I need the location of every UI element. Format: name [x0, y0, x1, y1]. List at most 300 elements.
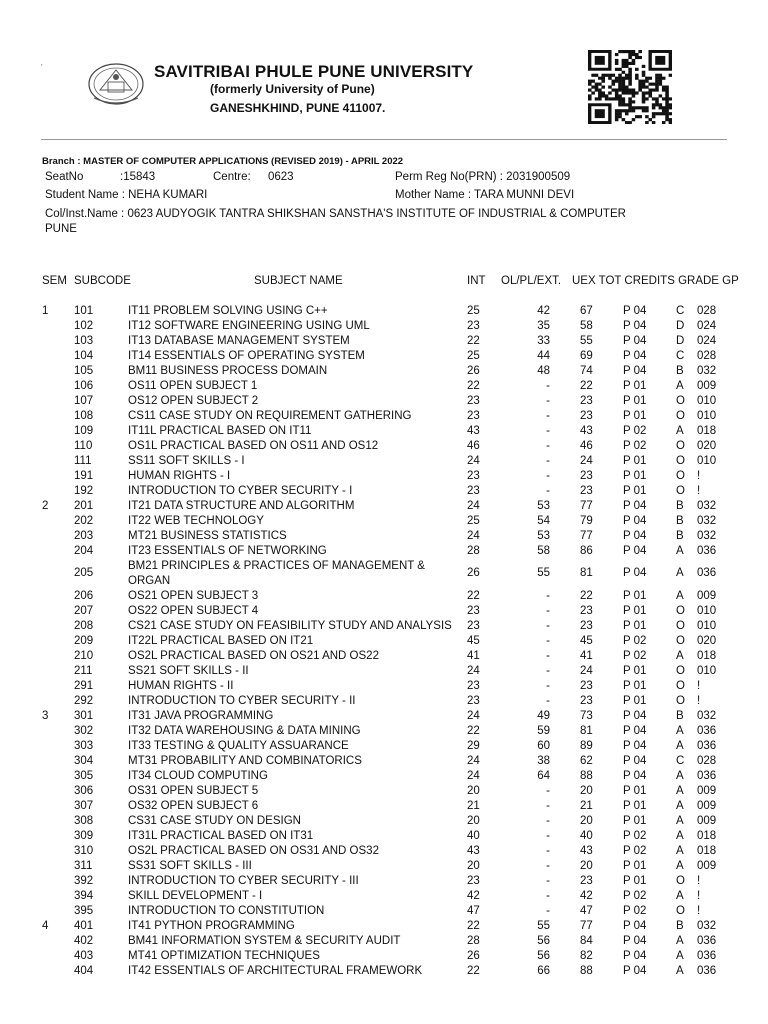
- total-marks-cell: 46: [580, 440, 593, 452]
- external-marks-cell: 64: [537, 770, 550, 782]
- seat-number-label: SeatNo: [45, 171, 84, 183]
- credits-cell: P 01: [623, 485, 647, 497]
- external-marks-cell: -: [546, 695, 550, 707]
- total-marks-cell: 58: [580, 320, 593, 332]
- credits-cell: P 02: [623, 905, 647, 917]
- table-row: [0, 649, 768, 664]
- university-former-name: (formerly University of Pune): [210, 82, 375, 96]
- grade-cell: B: [676, 920, 684, 932]
- external-marks-cell: -: [546, 470, 550, 482]
- credits-cell: P 04: [623, 545, 647, 557]
- subject-code-cell: 210: [74, 650, 94, 662]
- subject-name-cell: INTRODUCTION TO CONSTITUTION: [128, 905, 325, 917]
- grade-cell: D: [676, 320, 685, 332]
- internal-marks-cell: 22: [467, 920, 480, 932]
- external-marks-cell: 54: [537, 515, 550, 527]
- grade-points-cell: 009: [697, 815, 717, 827]
- internal-marks-cell: 45: [467, 635, 480, 647]
- grade-points-cell: 032: [697, 530, 717, 542]
- internal-marks-cell: 23: [467, 605, 480, 617]
- grade-points-cell: !: [697, 695, 701, 707]
- subject-code-cell: 211: [74, 665, 93, 677]
- external-marks-cell: -: [546, 830, 550, 842]
- subject-code-cell: 208: [74, 620, 94, 632]
- centre-label: Centre:: [213, 171, 251, 183]
- external-marks-cell: 49: [537, 710, 550, 722]
- subject-code-cell: 392: [74, 875, 94, 887]
- subject-code-cell: 110: [74, 440, 93, 452]
- credits-cell: P 01: [623, 470, 647, 482]
- credits-cell: P 02: [623, 440, 647, 452]
- table-row: [0, 694, 768, 709]
- grade-points-cell: 009: [697, 785, 717, 797]
- total-marks-cell: 69: [580, 350, 593, 362]
- grade-points-cell: 010: [697, 395, 717, 407]
- external-marks-cell: -: [546, 485, 550, 497]
- grade-cell: B: [676, 515, 684, 527]
- external-marks-cell: -: [546, 380, 550, 392]
- subject-name-cell: IT21 DATA STRUCTURE AND ALGORITHM: [128, 500, 355, 512]
- internal-marks-cell: 25: [467, 350, 480, 362]
- external-marks-cell: -: [546, 425, 550, 437]
- internal-marks-cell: 22: [467, 965, 480, 977]
- grade-points-cell: 036: [697, 935, 717, 947]
- grade-cell: D: [676, 335, 685, 347]
- subject-code-cell: 105: [74, 365, 94, 377]
- total-marks-cell: 23: [580, 695, 593, 707]
- subject-name-cell: MT21 BUSINESS STATISTICS: [128, 530, 287, 542]
- subject-name-cell: IT14 ESSENTIALS OF OPERATING SYSTEM: [128, 350, 365, 362]
- subject-name-cell: HUMAN RIGHTS - II: [128, 680, 234, 692]
- subject-code-cell: 206: [74, 590, 94, 602]
- internal-marks-cell: 23: [467, 410, 480, 422]
- grade-cell: B: [676, 710, 684, 722]
- grade-cell: O: [676, 635, 685, 647]
- table-row: [0, 394, 768, 409]
- header-subcode: SUBCODE: [74, 275, 131, 287]
- grade-points-cell: !: [697, 470, 701, 482]
- external-marks-cell: -: [546, 860, 550, 872]
- total-marks-cell: 43: [580, 845, 593, 857]
- subject-name-cell: INTRODUCTION TO CYBER SECURITY - III: [128, 875, 359, 887]
- grade-points-cell: !: [697, 890, 701, 902]
- internal-marks-cell: 23: [467, 470, 480, 482]
- subject-name-cell: IT11 PROBLEM SOLVING USING C++: [128, 305, 328, 317]
- grade-points-cell: 032: [697, 710, 717, 722]
- grade-cell: A: [676, 800, 684, 812]
- grade-cell: A: [676, 860, 684, 872]
- credits-cell: P 01: [623, 620, 647, 632]
- subject-name-cell: MT31 PROBABILITY AND COMBINATORICS: [128, 755, 362, 767]
- total-marks-cell: 24: [580, 455, 593, 467]
- internal-marks-cell: 26: [467, 365, 480, 377]
- grade-points-cell: 009: [697, 590, 717, 602]
- university-address: GANESHKHIND, PUNE 411007.: [210, 101, 386, 115]
- external-marks-cell: -: [546, 395, 550, 407]
- subject-name-cell: IT31 JAVA PROGRAMMING: [128, 710, 274, 722]
- subject-code-cell: 207: [74, 605, 94, 617]
- total-marks-cell: 22: [580, 380, 593, 392]
- credits-cell: P 04: [623, 500, 647, 512]
- external-marks-cell: 33: [537, 335, 550, 347]
- subject-code-cell: 101: [74, 305, 94, 317]
- total-marks-cell: 20: [580, 785, 593, 797]
- internal-marks-cell: 24: [467, 530, 480, 542]
- subject-name-cell: CS21 CASE STUDY ON FEASIBILITY STUDY AND ANALYSIS: [128, 620, 452, 632]
- subject-code-cell: 107: [74, 395, 94, 407]
- subject-code-cell: 108: [74, 410, 94, 422]
- subject-name-cell: BM11 BUSINESS PROCESS DOMAIN: [128, 365, 328, 377]
- credits-cell: P 04: [623, 740, 647, 752]
- table-row: [0, 784, 768, 799]
- credits-cell: P 01: [623, 785, 647, 797]
- subject-name-cell: IT32 DATA WAREHOUSING & DATA MINING: [128, 725, 361, 737]
- grade-points-cell: 036: [697, 770, 717, 782]
- subject-code-cell: 203: [74, 530, 94, 542]
- college-name: Col/Inst.Name : 0623 AUDYOGIK TANTRA SHIKSHAN SANSTHA'S INSTITUTE OF INDUSTRIAL & COMPUTER PUNE: [45, 208, 626, 235]
- external-marks-cell: -: [546, 845, 550, 857]
- external-marks-cell: -: [546, 620, 550, 632]
- internal-marks-cell: 29: [467, 740, 480, 752]
- table-row: [0, 919, 768, 934]
- table-row: [0, 754, 768, 769]
- external-marks-cell: -: [546, 440, 550, 452]
- grade-cell: B: [676, 365, 684, 377]
- credits-cell: P 01: [623, 680, 647, 692]
- credits-cell: P 01: [623, 860, 647, 872]
- credits-cell: P 04: [623, 920, 647, 932]
- subject-code-cell: 309: [74, 830, 94, 842]
- grade-points-cell: 020: [697, 635, 717, 647]
- header-int: INT: [467, 275, 486, 287]
- total-marks-cell: 47: [580, 905, 593, 917]
- table-row: [0, 604, 768, 619]
- credits-cell: P 01: [623, 410, 647, 422]
- external-marks-cell: -: [546, 815, 550, 827]
- subject-name-cell: IT11L PRACTICAL BASED ON IT11: [128, 425, 312, 437]
- grade-cell: A: [676, 590, 684, 602]
- table-row: [0, 634, 768, 649]
- grade-cell: A: [676, 545, 684, 557]
- internal-marks-cell: 22: [467, 725, 480, 737]
- grade-points-cell: 036: [697, 950, 717, 962]
- grade-cell: C: [676, 755, 685, 767]
- grade-cell: O: [676, 455, 685, 467]
- university-emblem-icon: [86, 60, 146, 108]
- subject-name-cell: SS11 SOFT SKILLS - I: [128, 455, 245, 467]
- table-row: [0, 844, 768, 859]
- grade-cell: A: [676, 950, 684, 962]
- credits-cell: P 01: [623, 590, 647, 602]
- results-table: [0, 304, 768, 979]
- subject-code-cell: 111: [74, 455, 92, 467]
- internal-marks-cell: 41: [467, 650, 480, 662]
- external-marks-cell: 53: [537, 530, 550, 542]
- credits-cell: P 04: [623, 335, 647, 347]
- total-marks-cell: 55: [580, 335, 593, 347]
- table-row: [0, 964, 768, 979]
- header-uex-tot-credits-grade-gp: UEX TOT CREDITS GRADE GP: [572, 275, 739, 287]
- subject-name-cell: IT22L PRACTICAL BASED ON IT21: [128, 635, 314, 647]
- total-marks-cell: 67: [580, 305, 593, 317]
- grade-cell: O: [676, 875, 685, 887]
- subject-name-cell: IT33 TESTING & QUALITY ASSUARANCE: [128, 740, 349, 752]
- total-marks-cell: 74: [580, 365, 593, 377]
- total-marks-cell: 89: [580, 740, 593, 752]
- grade-points-cell: 020: [697, 440, 717, 452]
- subject-code-cell: 310: [74, 845, 94, 857]
- subject-code-cell: 209: [74, 635, 94, 647]
- subject-name-cell: IT41 PYTHON PROGRAMMING: [128, 920, 295, 932]
- table-row: [0, 454, 768, 469]
- internal-marks-cell: 40: [467, 830, 480, 842]
- grade-points-cell: 024: [697, 320, 717, 332]
- subject-name-cell: INTRODUCTION TO CYBER SECURITY - II: [128, 695, 356, 707]
- internal-marks-cell: 24: [467, 710, 480, 722]
- grade-points-cell: 010: [697, 620, 717, 632]
- internal-marks-cell: 46: [467, 440, 480, 452]
- credits-cell: P 02: [623, 845, 647, 857]
- header-ext: OL/PL/EXT.: [501, 275, 562, 287]
- grade-cell: O: [676, 680, 685, 692]
- external-marks-cell: -: [546, 800, 550, 812]
- total-marks-cell: 82: [580, 950, 593, 962]
- external-marks-cell: 55: [537, 567, 550, 579]
- subject-code-cell: 103: [74, 335, 94, 347]
- external-marks-cell: 58: [537, 545, 550, 557]
- total-marks-cell: 88: [580, 770, 593, 782]
- grade-points-cell: 010: [697, 605, 717, 617]
- centre-value: 0623: [268, 171, 294, 183]
- external-marks-cell: -: [546, 635, 550, 647]
- header-divider: [41, 139, 727, 140]
- grade-points-cell: !: [697, 680, 701, 692]
- internal-marks-cell: 22: [467, 380, 480, 392]
- external-marks-cell: -: [546, 905, 550, 917]
- credits-cell: P 01: [623, 605, 647, 617]
- external-marks-cell: 53: [537, 500, 550, 512]
- subject-name-cell: OS2L PRACTICAL BASED ON OS31 AND OS32: [128, 845, 379, 857]
- total-marks-cell: 77: [580, 500, 593, 512]
- total-marks-cell: 45: [580, 635, 593, 647]
- subject-name-cell: SS31 SOFT SKILLS - III: [128, 860, 252, 872]
- subject-code-cell: 403: [74, 950, 94, 962]
- credits-cell: P 04: [623, 350, 647, 362]
- credits-cell: P 04: [623, 365, 647, 377]
- subject-code-cell: 204: [74, 545, 94, 557]
- grade-cell: A: [676, 567, 684, 579]
- subject-name-cell: INTRODUCTION TO CYBER SECURITY - I: [128, 485, 353, 497]
- credits-cell: P 04: [623, 965, 647, 977]
- internal-marks-cell: 26: [467, 567, 480, 579]
- grade-cell: O: [676, 485, 685, 497]
- credits-cell: P 02: [623, 635, 647, 647]
- grade-points-cell: 010: [697, 410, 717, 422]
- external-marks-cell: -: [546, 605, 550, 617]
- table-row: [0, 859, 768, 874]
- table-row: [0, 544, 768, 559]
- internal-marks-cell: 20: [467, 860, 480, 872]
- credits-cell: P 01: [623, 815, 647, 827]
- total-marks-cell: 40: [580, 830, 593, 842]
- grade-points-cell: 028: [697, 350, 717, 362]
- internal-marks-cell: 23: [467, 680, 480, 692]
- scan-mark: ': [41, 63, 43, 72]
- table-row: [0, 829, 768, 844]
- credits-cell: P 04: [623, 710, 647, 722]
- internal-marks-cell: 21: [467, 800, 480, 812]
- credits-cell: P 01: [623, 395, 647, 407]
- grade-cell: A: [676, 725, 684, 737]
- grade-cell: A: [676, 815, 684, 827]
- grade-points-cell: 032: [697, 365, 717, 377]
- subject-name-cell: BM21 PRINCIPLES & PRACTICES OF MANAGEMENT & ORGAN: [128, 560, 425, 587]
- grade-points-cell: 032: [697, 500, 717, 512]
- table-row: [0, 664, 768, 679]
- subject-code-cell: 311: [74, 860, 93, 872]
- subject-code-cell: 205: [74, 567, 94, 579]
- total-marks-cell: 22: [580, 590, 593, 602]
- total-marks-cell: 23: [580, 605, 593, 617]
- grade-cell: O: [676, 620, 685, 632]
- subject-code-cell: 109: [74, 425, 94, 437]
- internal-marks-cell: 22: [467, 335, 480, 347]
- external-marks-cell: 38: [537, 755, 550, 767]
- credits-cell: P 02: [623, 830, 647, 842]
- grade-points-cell: 009: [697, 800, 717, 812]
- grade-points-cell: 009: [697, 860, 717, 872]
- internal-marks-cell: 23: [467, 620, 480, 632]
- table-row: [0, 799, 768, 814]
- grade-points-cell: 018: [697, 650, 717, 662]
- external-marks-cell: -: [546, 875, 550, 887]
- total-marks-cell: 43: [580, 425, 593, 437]
- table-row: [0, 889, 768, 904]
- total-marks-cell: 81: [580, 725, 593, 737]
- subject-name-cell: CS31 CASE STUDY ON DESIGN: [128, 815, 301, 827]
- internal-marks-cell: 24: [467, 755, 480, 767]
- subject-name-cell: SS21 SOFT SKILLS - II: [128, 665, 249, 677]
- table-row: [0, 334, 768, 349]
- credits-cell: P 04: [623, 950, 647, 962]
- subject-code-cell: 301: [74, 710, 94, 722]
- subject-code-cell: 303: [74, 740, 94, 752]
- subject-code-cell: 106: [74, 380, 94, 392]
- external-marks-cell: -: [546, 410, 550, 422]
- total-marks-cell: 23: [580, 395, 593, 407]
- total-marks-cell: 62: [580, 755, 593, 767]
- credits-cell: P 04: [623, 755, 647, 767]
- total-marks-cell: 41: [580, 650, 593, 662]
- internal-marks-cell: 23: [467, 875, 480, 887]
- total-marks-cell: 79: [580, 515, 593, 527]
- subject-name-cell: BM41 INFORMATION SYSTEM & SECURITY AUDIT: [128, 935, 401, 947]
- mother-name: Mother Name : TARA MUNNI DEVI: [395, 189, 575, 201]
- external-marks-cell: 35: [537, 320, 550, 332]
- external-marks-cell: -: [546, 590, 550, 602]
- qr-code-icon: [588, 50, 672, 124]
- table-row: [0, 739, 768, 754]
- grade-cell: A: [676, 845, 684, 857]
- internal-marks-cell: 20: [467, 815, 480, 827]
- subject-name-cell: IT12 SOFTWARE ENGINEERING USING UML: [128, 320, 370, 332]
- grade-cell: C: [676, 305, 685, 317]
- grade-points-cell: 010: [697, 455, 717, 467]
- table-row: [0, 514, 768, 529]
- table-row: [0, 589, 768, 604]
- grade-cell: A: [676, 425, 684, 437]
- credits-cell: P 02: [623, 650, 647, 662]
- internal-marks-cell: 28: [467, 545, 480, 557]
- table-row: [0, 379, 768, 394]
- table-row: [0, 469, 768, 484]
- external-marks-cell: -: [546, 455, 550, 467]
- grade-points-cell: 032: [697, 515, 717, 527]
- internal-marks-cell: 28: [467, 935, 480, 947]
- internal-marks-cell: 47: [467, 905, 480, 917]
- external-marks-cell: 56: [537, 950, 550, 962]
- grade-points-cell: 036: [697, 545, 717, 557]
- grade-cell: B: [676, 500, 684, 512]
- external-marks-cell: 66: [537, 965, 550, 977]
- grade-points-cell: !: [697, 905, 701, 917]
- grade-cell: A: [676, 650, 684, 662]
- subject-code-cell: 102: [74, 320, 94, 332]
- subject-code-cell: 201: [74, 500, 94, 512]
- subject-name-cell: IT42 ESSENTIALS OF ARCHITECTURAL FRAMEWORK: [128, 965, 423, 977]
- table-row: [0, 424, 768, 439]
- seat-number-value: :15843: [120, 171, 156, 183]
- subject-code-cell: 302: [74, 725, 94, 737]
- credits-cell: P 01: [623, 455, 647, 467]
- table-row: [0, 769, 768, 784]
- credits-cell: P 04: [623, 770, 647, 782]
- branch-line: Branch : MASTER OF COMPUTER APPLICATIONS (REVISED 2019) - APRIL 2022: [42, 156, 404, 167]
- table-row: [0, 904, 768, 919]
- table-row: [0, 484, 768, 499]
- total-marks-cell: 88: [580, 965, 593, 977]
- credits-cell: P 01: [623, 380, 647, 392]
- subject-code-cell: 307: [74, 800, 94, 812]
- subject-code-cell: 291: [74, 680, 94, 692]
- total-marks-cell: 84: [580, 935, 593, 947]
- semester-cell: 3: [42, 710, 49, 722]
- grade-cell: C: [676, 350, 685, 362]
- internal-marks-cell: 24: [467, 455, 480, 467]
- total-marks-cell: 21: [580, 800, 593, 812]
- table-row: [0, 349, 768, 364]
- total-marks-cell: 23: [580, 410, 593, 422]
- subject-code-cell: 308: [74, 815, 94, 827]
- subject-name-cell: HUMAN RIGHTS - I: [128, 470, 231, 482]
- header-subject-name: SUBJECT NAME: [254, 275, 343, 287]
- grade-cell: A: [676, 890, 684, 902]
- subject-code-cell: 394: [74, 890, 94, 902]
- total-marks-cell: 81: [580, 567, 593, 579]
- grade-cell: B: [676, 530, 684, 542]
- credits-cell: P 04: [623, 530, 647, 542]
- internal-marks-cell: 23: [467, 485, 480, 497]
- internal-marks-cell: 42: [467, 890, 480, 902]
- total-marks-cell: 24: [580, 665, 593, 677]
- subject-code-cell: 401: [74, 920, 94, 932]
- grade-cell: A: [676, 965, 684, 977]
- table-row: [0, 679, 768, 694]
- credits-cell: P 02: [623, 425, 647, 437]
- internal-marks-cell: 23: [467, 695, 480, 707]
- subject-code-cell: 306: [74, 785, 94, 797]
- subject-code-cell: 191: [74, 470, 94, 482]
